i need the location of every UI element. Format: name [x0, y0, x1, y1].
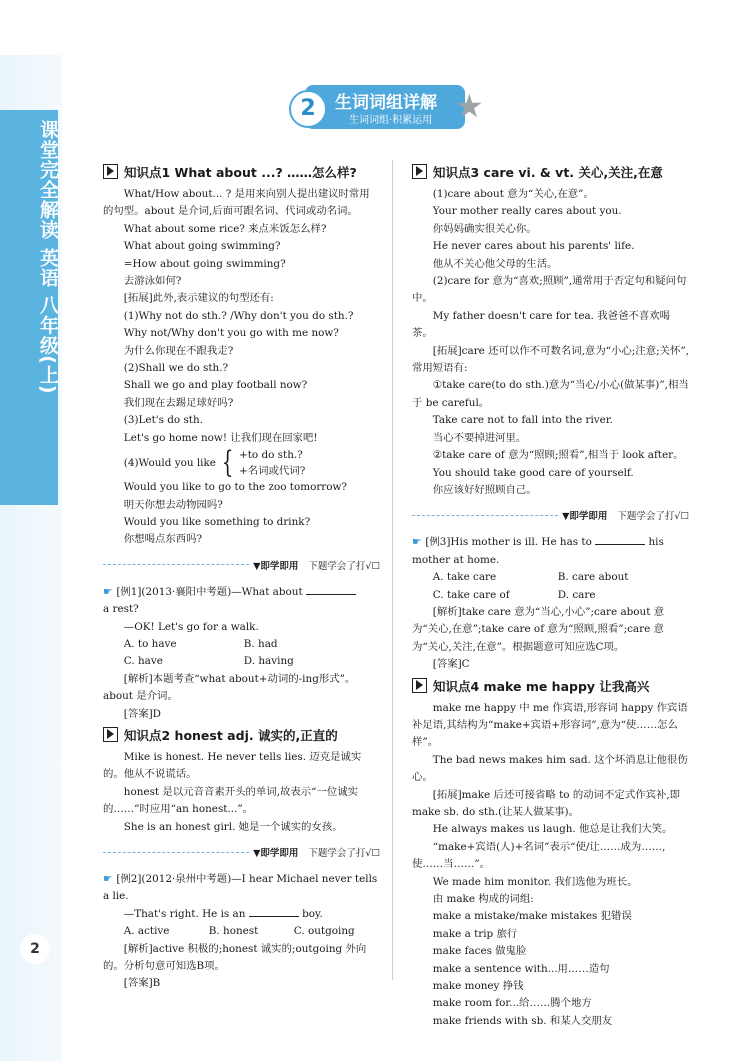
banner-subtitle: 生词词组·积累运用 — [349, 115, 433, 126]
k3-line: My father doesn't care for tea. 我爸爸不喜欢喝茶。 — [412, 309, 671, 340]
pointer-icon: ☛ — [103, 873, 113, 885]
k2-line: Mike is honest. He never tells lies. 迈克是诚实的。他从不说谎话。 — [103, 750, 362, 781]
option: C. take care of — [432, 588, 510, 601]
practice-label: ▼即学即用 — [253, 848, 299, 859]
k1-line: (1)Why not do sth.? /Why don't you do sth.? — [123, 309, 354, 322]
k4-line: make me happy 中 me 作宾语,形容词 happy 作宾语补足语,其结构为“make+宾语+形容词”,意为“使……怎么样”。 — [412, 701, 688, 749]
option: D. having — [243, 655, 294, 668]
practice-divider — [103, 845, 380, 859]
k4-line: make friends with sb. 和某人交朋友 — [432, 1014, 613, 1027]
example-3-options — [412, 569, 689, 586]
k3-line: 他从不关心他父母的生活。 — [432, 257, 558, 270]
k4-line: make faces 做鬼脸 — [432, 945, 527, 958]
k4-line: [拓展]make 后还可接省略 to 的动词不定式作宾补,即 make sb. do sth.(让某人做某事)。 — [412, 788, 681, 818]
k1-line: Shall we go and play football now? — [123, 379, 308, 392]
banner-number: 2 — [289, 90, 327, 128]
play-icon — [103, 164, 118, 179]
example-1-analysis: [解析]本题考查“what about+动词的-ing形式”。about 是介词。 — [103, 672, 356, 703]
example-1-options — [103, 636, 380, 653]
k3-line: Your mother really cares about you. — [432, 205, 622, 218]
k3-line: He never cares about his parents' life. — [432, 240, 635, 253]
k2-line: honest 是以元音音素开头的单词,故表示“一位诚实的……”时应用“an honest...”。 — [103, 785, 359, 816]
answer-blank — [595, 544, 645, 545]
page-number: 2 — [20, 934, 50, 964]
k3-line: ①take care(to do sth.)意为“当心/小心(做某事)”,相当于 be careful。 — [412, 379, 689, 409]
k1-line: Would you like something to drink? — [123, 515, 311, 528]
brace-option: +to do sth.? — [239, 449, 303, 462]
knowledge-point-4-heading: 知识点4 make me happy 让我高兴 — [412, 677, 689, 697]
k1-line: 我们现在去踢足球好吗? — [123, 396, 234, 409]
option: C. have — [123, 655, 163, 668]
answer-blank — [249, 916, 299, 917]
k1-line: 为什么你现在不跟我走? — [123, 344, 234, 357]
option: A. active — [123, 925, 170, 938]
k4-line: “make+宾语(人)+名词”表示“使/让……成为……,使……当……”。 — [412, 840, 666, 871]
example-2-options — [103, 923, 380, 940]
k3-line: ②take care of 意为“照顾;照看”,相当于 look after。 — [432, 449, 684, 462]
play-icon — [103, 727, 118, 742]
would-you-like-pattern — [124, 447, 380, 479]
column-divider — [392, 160, 393, 980]
option: B. care about — [557, 571, 629, 584]
k1-line: 你想喝点东西吗? — [123, 533, 203, 546]
example-1-answer: [答案]D — [123, 707, 162, 720]
pointer-icon: ☛ — [412, 536, 422, 549]
practice-done-label: 下题学会了打√☐ — [308, 848, 380, 859]
option: C. outgoing — [293, 925, 355, 938]
k4-line: make money 挣钱 — [432, 980, 524, 993]
k3-line: 你妈妈确实很关心你。 — [432, 222, 537, 235]
play-icon — [412, 678, 427, 693]
pointer-icon: ☛ — [103, 585, 113, 598]
option: D. care — [557, 588, 596, 601]
k3-line: 当心不要掉进河里。 — [432, 431, 527, 444]
k4-line: make a trip 旅行 — [432, 927, 518, 940]
k1-line: Would you like to go to the zoo tomorrow? — [123, 481, 347, 494]
k4-line: make a mistake/make mistakes 犯错误 — [432, 910, 632, 923]
k4-line: He always makes us laugh. 他总是让我们大笑。 — [432, 823, 673, 836]
section-banner — [300, 85, 484, 129]
brace-icon: { — [221, 445, 234, 481]
k1-line: What about some rice? 来点米饭怎么样? — [123, 222, 327, 235]
k4-line: The bad news makes him sad. 这个坏消息让他很伤心。 — [412, 753, 688, 784]
example-1-question-cont: a rest? — [103, 603, 139, 616]
k3-line: 你应该好好照顾自己。 — [432, 483, 537, 496]
example-2-reply: —That's right. He is an boy. — [123, 907, 323, 920]
k1-line: What about going swimming? — [123, 240, 281, 253]
example-3-question: ☛ [例3]His mother is ill. He has to his mother at home. — [412, 536, 664, 566]
brace-label: (4)Would you like — [123, 457, 216, 470]
k1-line: (2)Shall we do sth.? — [123, 362, 229, 375]
k1-line: [拓展]此外,表示建议的句型还有: — [123, 292, 274, 305]
k4-line: make a sentence with...用……造句 — [432, 962, 610, 975]
example-1-reply: —OK! Let's go for a walk. — [123, 620, 259, 633]
practice-done-label: 下题学会了打√☐ — [308, 560, 380, 572]
practice-done-label: 下题学会了打√☐ — [617, 511, 689, 523]
right-column — [412, 160, 689, 1030]
knowledge-point-1-heading: 知识点1 What about ...? ……怎么样? — [103, 163, 380, 183]
k1-line: What/How about... ? 是用来向别人提出建议时常用的句型。about 是介词,后面可跟名词、代词或动名词。 — [103, 188, 370, 218]
k1-line: 明天你想去动物园吗? — [123, 498, 223, 511]
k3-line: (2)care for 意为“喜欢;照顾”,通常用于否定句和疑问句中。 — [412, 275, 687, 305]
k3-line: [拓展]care 还可以作不可数名词,意为“小心;注意;关怀”,常用短语有: — [412, 344, 689, 375]
example-1-question: ☛ [例1](2013·襄阳中考题)—What about — [103, 584, 380, 601]
option: A. to have — [123, 637, 177, 650]
k1-line: Why not/Why don't you go with me now? — [123, 327, 339, 340]
banner-title: 生词词组详解 — [335, 93, 437, 113]
example-3-answer: [答案]C — [432, 658, 470, 671]
book-title: 课堂完全解读 英语 八年级(上) — [37, 120, 59, 395]
practice-label: ▼即学即用 — [253, 560, 299, 572]
k4-line: We made him monitor. 我们选他为班长。 — [432, 875, 638, 888]
k1-line: Let's go home now! 让我们现在回家吧! — [123, 431, 318, 444]
example-2-analysis: [解析]active 积极的;honest 诚实的;outgoing 外向的。分析句意可知选B项。 — [103, 942, 367, 973]
knowledge-point-2-heading: 知识点2 honest adj. 诚实的,正直的 — [103, 726, 380, 746]
practice-divider — [103, 558, 380, 572]
option: A. take care — [432, 571, 497, 584]
k1-line: =How about going swimming? — [123, 257, 286, 270]
example-2-answer: [答案]B — [123, 977, 161, 990]
example-3-analysis: [解析]take care 意为“当心,小心”;care about 意为“关心,在意”;take care of 意为“照顾,照看”;care 意为“关心,关注,在意”。根据题意可知应选C项。 — [412, 605, 665, 653]
example-2-question: ☛ [例2](2012·泉州中考题)—I hear Michael never tells a lie. — [103, 873, 378, 903]
k4-line: make room for...给……腾个地方 — [432, 997, 592, 1010]
left-column — [103, 160, 380, 993]
option: B. had — [243, 637, 278, 650]
answer-blank — [306, 594, 356, 595]
example-3-options — [412, 587, 689, 604]
k3-line: (1)care about 意为“关心,在意”。 — [432, 188, 594, 200]
star-icon: ★ — [455, 87, 484, 125]
k1-line: (3)Let's do sth. — [123, 414, 203, 427]
play-icon — [412, 164, 427, 179]
practice-divider — [412, 508, 689, 522]
k4-line: 由 make 构成的词组: — [432, 893, 534, 906]
example-1-options — [103, 653, 380, 670]
knowledge-point-3-heading: 知识点3 care vi. & vt. 关心,关注,在意 — [412, 163, 689, 183]
option: B. honest — [208, 925, 259, 938]
k2-line: She is an honest girl. 她是一个诚实的女孩。 — [123, 820, 343, 833]
k3-line: Take care not to fall into the river. — [432, 414, 613, 427]
k3-line: You should take good care of yourself. — [432, 466, 634, 479]
k1-line: 去游泳如何? — [123, 275, 182, 288]
brace-option: +名词或代词? — [239, 465, 306, 478]
practice-label: ▼即学即用 — [562, 511, 608, 523]
